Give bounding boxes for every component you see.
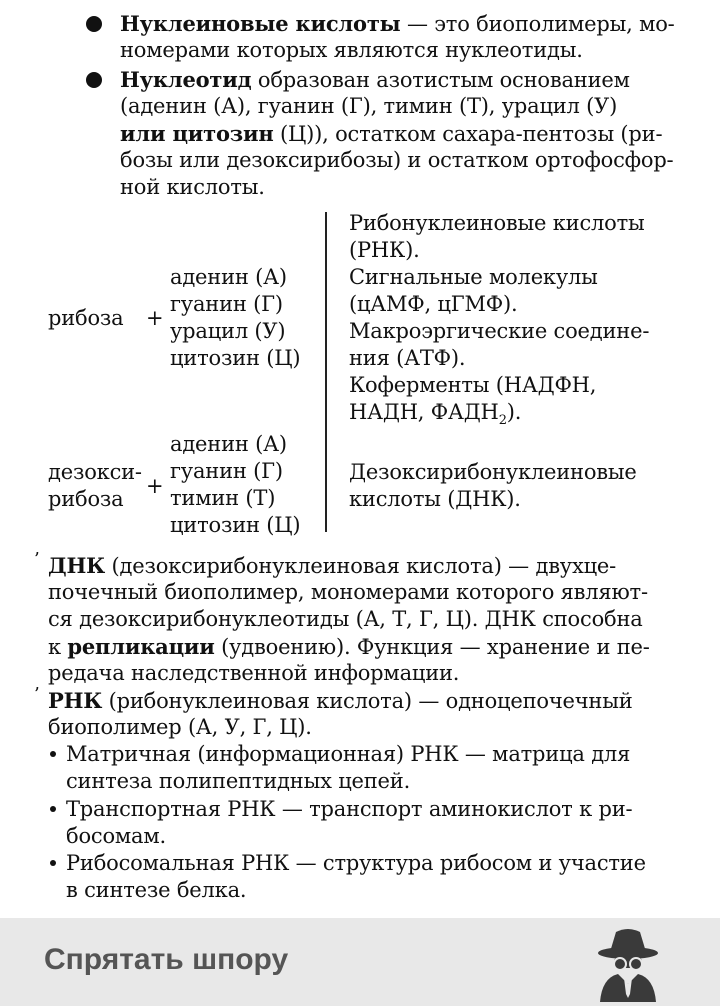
plus-sign: + [146,306,164,330]
rna-type-item: синтеза полипептидных цепей. [66,769,411,793]
intro-text: или [120,121,173,146]
product-item: кислоты (ДНК). [349,487,521,511]
tick-mark: ’ [34,549,40,570]
intro-line [120,66,630,94]
intro-line [120,10,675,38]
bullet-icon [50,860,56,866]
product-item: Коферменты (НАДФН, [349,373,597,397]
bullet-icon [50,806,56,812]
intro-line: бозы или дезоксирибозы) и остатком ортофосфор- [120,148,674,172]
fadh-end: ). [506,400,522,424]
dna-text: (дезоксирибонуклеиновая кислота) — двухце- [105,554,617,578]
dna-line: редача наследственной информации. [48,661,460,685]
term-nucleic-acids: Нуклеиновые кислоты [120,11,401,36]
product-item: Рибонуклеиновые кислоты [349,211,645,235]
term-nucleotide: Нуклеотид [120,67,252,92]
product-item [349,399,521,434]
intro-line [120,120,662,148]
dna-text: к [48,635,68,659]
intro-line: ной кислоты. [120,175,265,199]
product-item: Дезоксирибонуклеиновые [349,460,637,484]
product-item: ния (АТФ). [349,346,466,370]
rna-type-item: Транспортная РНК — транспорт аминокислот к ри- [66,797,633,821]
bullet-icon [86,72,102,88]
rna-line: биополимер (А, У, Г, Ц). [48,715,312,739]
dna-line [48,633,650,661]
rna-text: (рибонуклеиновая кислота) — одноцепочечный [102,689,633,713]
intro-line: (аденин (А), гуанин (Г), тимин (Т), урацил (У) [120,94,618,118]
term-dna: ДНК [48,553,106,578]
intro-text: (Ц)), остатком сахара-пентозы (ри- [273,122,663,146]
rna-type-item: Рибосомальная РНК — структура рибосом и участие [66,851,646,875]
base-item: урацил (У) [170,319,286,343]
base-item: тимин (Т) [170,486,276,510]
product-item: (цАМФ, цГМФ). [349,292,518,316]
fadh-text: НАДН, ФАДН [349,400,499,424]
fadh-subscript: 2 [498,413,507,429]
intro-text: — это биополимеры, мо- [400,12,675,36]
term-cytosine: цитозин [172,121,274,146]
spy-icon[interactable] [588,922,668,1002]
base-item: цитозин (Ц) [170,346,301,370]
sugar-ribose: рибоза [48,306,124,330]
product-item: (РНК). [349,238,420,262]
intro-text: образован азотистым основанием [251,68,630,92]
rna-type-item: в синтезе белка. [66,878,247,902]
term-replication: репликации [67,634,215,659]
plus-sign: + [146,474,164,498]
dna-line: почечный биополимер, мономерами которого являют- [48,580,648,604]
bullet-icon [50,751,56,757]
base-item: аденин (А) [170,265,287,289]
hide-cheatsheet-bar[interactable] [0,918,720,1006]
rna-type-item: босомам. [66,824,166,848]
rna-type-item: Матричная (информационная) РНК — матрица для [66,742,631,766]
product-item: Макроэргические соедине- [349,319,650,343]
base-item: гуанин (Г) [170,292,283,316]
dna-text: (удвоению). Функция — хранение и пе- [214,635,650,659]
product-item: Сигнальные молекулы [349,265,598,289]
rna-line [48,687,633,715]
hide-cheatsheet-button[interactable]: Спрятать шпору [44,943,289,976]
base-item: гуанин (Г) [170,459,283,483]
bullet-icon [86,16,102,32]
term-rna: РНК [48,688,103,713]
dna-line: ся дезоксирибонуклеотиды (А, Т, Г, Ц). ДНК способна [48,607,643,631]
base-item: аденин (А) [170,432,287,456]
tick-mark: ’ [34,684,40,705]
diagram-divider [325,212,327,532]
base-item: цитозин (Ц) [170,513,301,537]
sugar-deoxyribose: рибоза [48,487,124,511]
dna-line [48,552,616,580]
intro-line: номерами которых являются нуклеотиды. [120,38,583,62]
sugar-deoxyribose: дезокси- [48,460,142,484]
